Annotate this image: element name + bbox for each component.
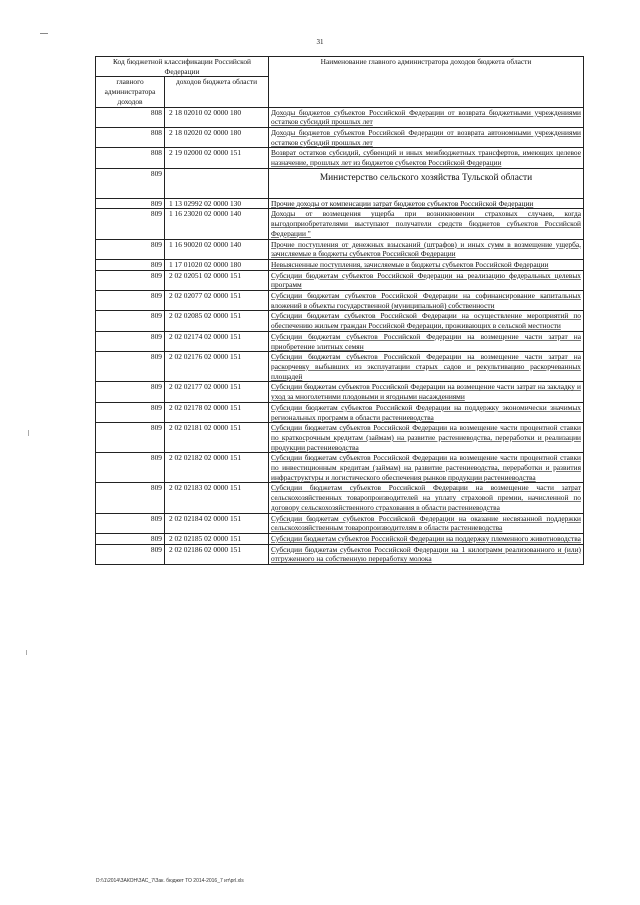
income-name-cell: Субсидии бюджетам субъектов Российской Федерации на софинансирование капитальных вложений в объекты государственной (муниципальной) собственности: [269, 291, 584, 311]
table-row: [96, 148, 584, 168]
admin-code-cell: 809: [96, 544, 165, 564]
income-name-cell: Субсидии бюджетам субъектов Российской Федерации на возмещение части затрат на раскорчевку выбывших из эксплуатации старых садов и рекультивацию раскорчеванных площадей: [269, 352, 584, 382]
income-code-cell: 1 13 02992 02 0000 130: [165, 198, 269, 209]
income-name-cell: Субсидии бюджетам субъектов Российской Федерации на поддержку племенного животноводства: [269, 533, 584, 544]
table-row: [96, 259, 584, 270]
scan-mark: [28, 430, 29, 436]
income-name-cell: Субсидии бюджетам субъектов Российской Федерации на возмещение части затрат на закладку и уход за многолетними плодовыми и ягодными насаждениями: [269, 382, 584, 402]
page-number: 31: [316, 38, 324, 46]
admin-code-cell: 809: [96, 198, 165, 209]
income-name-cell: Субсидии бюджетам субъектов Российской Федерации на возмещение части процентной ставки по краткосрочным кредитам (займам) на развитие растениеводства, переработки и реализации продукции растениеводства: [269, 423, 584, 453]
income-code-cell: 2 02 02183 02 0000 151: [165, 483, 269, 513]
income-code-cell: 2 02 02085 02 0000 151: [165, 311, 269, 331]
header-classification: Код бюджетной классификации Российской Федерации: [96, 57, 269, 77]
income-code-cell: 1 17 01020 02 0000 180: [165, 259, 269, 270]
income-name-cell: Прочие поступления от денежных взысканий (штрафов) и иных сумм в возмещение ущерба, зачисляемые в бюджеты субъектов Российской Федерации: [269, 239, 584, 259]
admin-code-cell: 809: [96, 168, 165, 198]
income-code-cell: 2 18 02020 02 0000 180: [165, 127, 269, 147]
admin-code-cell: 808: [96, 148, 165, 168]
admin-code-cell: 809: [96, 291, 165, 311]
income-code-cell: 2 02 02185 02 0000 151: [165, 533, 269, 544]
header-income: доходов бюджета области: [165, 77, 269, 107]
admin-code-cell: 809: [96, 352, 165, 382]
income-code-cell: 2 19 02000 02 0000 151: [165, 148, 269, 168]
income-name-cell: Доходы бюджетов субъектов Российской Федерации от возврата автономными учреждениями остатков субсидий прошлых лет: [269, 127, 584, 147]
table-row: [96, 453, 584, 483]
ministry-title: Министерство сельского хозяйства Тульской области: [269, 168, 584, 198]
income-code-cell: 2 02 02184 02 0000 151: [165, 513, 269, 533]
table-body: [96, 107, 584, 565]
table-row: [96, 209, 584, 239]
income-name-cell: Субсидии бюджетам субъектов Российской Федерации на возмещение части процентной ставки по инвестиционным кредитам (займам) на развитие растениеводства, переработки и развития инфраструктуры и логистического обеспечения рынков продукции растениеводства: [269, 453, 584, 483]
income-name-cell: Субсидии бюджетам субъектов Российской Федерации на реализацию федеральных целевых программ: [269, 270, 584, 290]
income-code-cell: 2 02 02182 02 0000 151: [165, 453, 269, 483]
file-path-footer: D:\\1\2014\ЗАКОН\ЗАС_7\Зак. бюджет ТО 2014-2016_7 ит\рrl.xls: [96, 878, 244, 884]
admin-code-cell: 808: [96, 107, 165, 127]
income-code-cell: 1 16 23020 02 0000 140: [165, 209, 269, 239]
table-row: [96, 168, 584, 198]
table-row: [96, 198, 584, 209]
budget-table: [95, 56, 584, 565]
income-name-cell: Прочие доходы от компенсации затрат бюджетов субъектов Российской Федерации: [269, 198, 584, 209]
admin-code-cell: 809: [96, 239, 165, 259]
income-code-cell: 2 02 02174 02 0000 151: [165, 331, 269, 351]
header-name: Наименование главного администратора доходов бюджета области: [269, 57, 584, 108]
table-row: [96, 291, 584, 311]
table-row: [96, 544, 584, 564]
income-name-cell: Доходы бюджетов субъектов Российской Федерации от возврата бюджетными учреждениями остатков субсидий прошлых лет: [269, 107, 584, 127]
table-row: [96, 483, 584, 513]
admin-code-cell: 809: [96, 513, 165, 533]
table-row: [96, 311, 584, 331]
income-code-cell: 2 02 02077 02 0000 151: [165, 291, 269, 311]
table-row: [96, 239, 584, 259]
table-row: [96, 127, 584, 147]
income-name-cell: Доходы от возмещения ущерба при возникновении страховых случаев, когда выгодоприобретателями выступают получатели средств бюджетов субъектов Российской Федерации ": [269, 209, 584, 239]
income-code-cell: 2 02 02178 02 0000 151: [165, 402, 269, 422]
admin-code-cell: 809: [96, 533, 165, 544]
admin-code-cell: 809: [96, 453, 165, 483]
table-row: [96, 513, 584, 533]
admin-code-cell: 809: [96, 270, 165, 290]
table-row: [96, 533, 584, 544]
income-code-cell: 2 02 02186 02 0000 151: [165, 544, 269, 564]
admin-code-cell: 809: [96, 311, 165, 331]
header-admin: главного администратора доходов: [96, 77, 165, 107]
scan-mark: [26, 650, 27, 655]
admin-code-cell: 809: [96, 382, 165, 402]
table-row: [96, 107, 584, 127]
margin-mark: [40, 33, 48, 34]
admin-code-cell: 808: [96, 127, 165, 147]
table-row: [96, 402, 584, 422]
income-code-cell: 2 02 02176 02 0000 151: [165, 352, 269, 382]
income-code-cell: 1 16 90020 02 0000 140: [165, 239, 269, 259]
income-name-cell: Невыясненные поступления, зачисляемые в бюджеты субъектов Российской Федерации: [269, 259, 584, 270]
income-name-cell: Субсидии бюджетам субъектов Российской Федерации на осуществление мероприятий по обеспечению жильем граждан Российской Федерации, проживающих в сельской местности: [269, 311, 584, 331]
income-name-cell: Субсидии бюджетам субъектов Российской Федерации на возмещение части затрат на приобретение элитных семян: [269, 331, 584, 351]
income-name-cell: Возврат остатков субсидий, субвенций и иных межбюджетных трансфертов, имеющих целевое назначение, прошлых лет из бюджетов субъектов Российской Федерации: [269, 148, 584, 168]
table-row: [96, 382, 584, 402]
admin-code-cell: 809: [96, 483, 165, 513]
income-code-cell: 2 18 02010 02 0000 180: [165, 107, 269, 127]
table-row: [96, 352, 584, 382]
income-code-cell: 2 02 02177 02 0000 151: [165, 382, 269, 402]
table-row: [96, 270, 584, 290]
income-name-cell: Субсидии бюджетам субъектов Российской Федерации на оказание несвязанной поддержки сельскохозяйственным товаропроизводителям в области растениеводства: [269, 513, 584, 533]
admin-code-cell: 809: [96, 259, 165, 270]
admin-code-cell: 809: [96, 331, 165, 351]
income-code-cell: 2 02 02051 02 0000 151: [165, 270, 269, 290]
table-row: [96, 331, 584, 351]
income-code-cell: [165, 168, 269, 198]
table-row: [96, 423, 584, 453]
admin-code-cell: 809: [96, 423, 165, 453]
admin-code-cell: 809: [96, 402, 165, 422]
income-name-cell: Субсидии бюджетам субъектов Российской Федерации на 1 килограмм реализованного и (или) отгруженного на собственную переработку молока: [269, 544, 584, 564]
income-name-cell: Субсидии бюджетам субъектов Российской Федерации на поддержку экономически значимых региональных программ в области растениеводства: [269, 402, 584, 422]
income-code-cell: 2 02 02181 02 0000 151: [165, 423, 269, 453]
admin-code-cell: 809: [96, 209, 165, 239]
income-name-cell: Субсидии бюджетам субъектов Российской Федерации на возмещение части затрат сельскохозяйственных товаропроизводителей на уплату страховой премии, начисленной по договору сельскохозяйственного страхования в области растениеводства: [269, 483, 584, 513]
